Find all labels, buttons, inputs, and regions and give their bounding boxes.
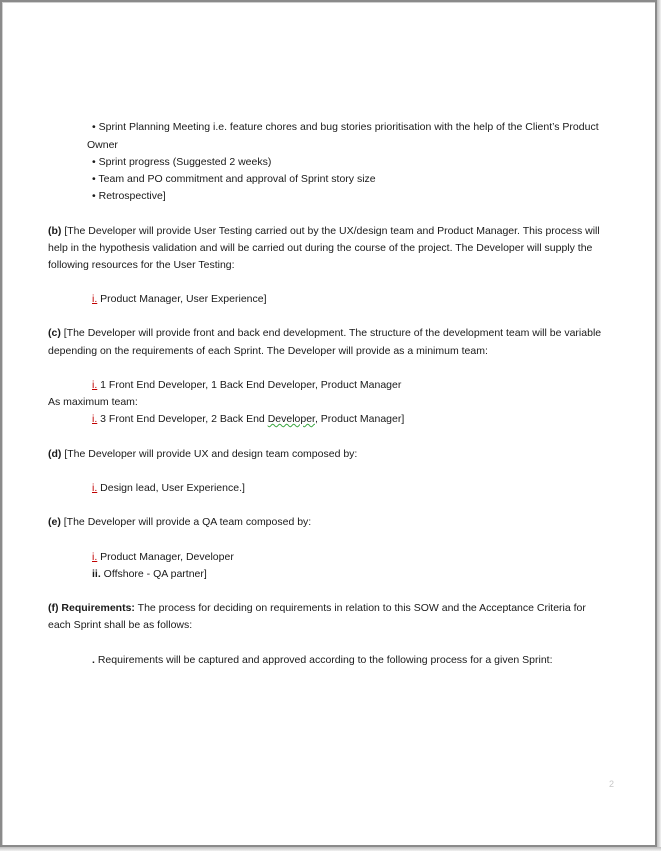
bullet-glyph: • (92, 173, 96, 185)
bullet-item-continuation: Owner (87, 139, 118, 151)
bullet-glyph: • (92, 156, 96, 168)
paragraph-b-line: help in the hypothesis validation and will be carried out during the course of the project. The Developer will supply the (48, 242, 593, 254)
list-item: ii. Offshore - QA partner] (92, 568, 207, 580)
paragraph-b-line: following resources for the User Testing: (48, 259, 235, 271)
list-item: i. 3 Front End Developer, 2 Back End Developer, Product Manager] (92, 413, 405, 425)
list-item: i. Design lead, User Experience.] (92, 482, 245, 494)
max-team-label: As maximum team: (48, 396, 138, 408)
list-marker: i. (92, 293, 98, 305)
clause-marker: (c) (48, 327, 61, 339)
paragraph-f-line: each Sprint shall be as follows: (48, 619, 193, 631)
clause-marker: (d) (48, 448, 62, 460)
bullet-item: • Sprint progress (Suggested 2 weeks) (92, 156, 272, 168)
bullet-item: • Team and PO commitment and approval of Sprint story size (92, 173, 376, 185)
clause-marker: (f) Requirements: (48, 602, 135, 614)
paragraph-e-line: (e) [The Developer will provide a QA team composed by: (48, 516, 312, 528)
bullet-item: • Sprint Planning Meeting i.e. feature chores and bug stories prioritisation with the help of the Client’s Product (92, 121, 599, 133)
list-marker: i. (92, 551, 98, 563)
paragraph-b-line: (b) [The Developer will provide User Testing carried out by the UX/design team and Product Manager. This process will (48, 225, 600, 237)
list-marker: i. (92, 379, 98, 391)
paragraph-f-line: (f) Requirements: The process for deciding on requirements in relation to this SOW and the Acceptance Criteria for (48, 602, 586, 614)
page-number: 2 (609, 779, 615, 789)
spellcheck-word: Developer (267, 413, 315, 425)
paragraph-c-line: (c) [The Developer will provide front and back end development. The structure of the development team will be variable (48, 327, 602, 339)
page-shadow-bottom (0, 847, 661, 851)
clause-marker: (e) (48, 516, 61, 528)
bullet-glyph: • (92, 190, 96, 202)
bullet-glyph: • (92, 121, 96, 133)
list-marker: ii. (92, 568, 101, 580)
list-marker: i. (92, 413, 98, 425)
paragraph-c-line: depending on the requirements of each Sprint. The Developer will provide as a minimum team: (48, 345, 488, 357)
list-marker: . (92, 654, 95, 666)
list-item: . Requirements will be captured and approved according to the following process for a given Sprint: (92, 654, 553, 666)
bullet-item: • Retrospective] (92, 190, 166, 202)
list-item: i. 1 Front End Developer, 1 Back End Developer, Product Manager (92, 379, 402, 391)
list-marker: i. (92, 482, 98, 494)
paragraph-d-line: (d) [The Developer will provide UX and design team composed by: (48, 448, 358, 460)
clause-marker: (b) (48, 225, 62, 237)
list-item: i. Product Manager, User Experience] (92, 293, 267, 305)
page-shadow-right (657, 0, 661, 851)
list-item: i. Product Manager, Developer (92, 551, 234, 563)
